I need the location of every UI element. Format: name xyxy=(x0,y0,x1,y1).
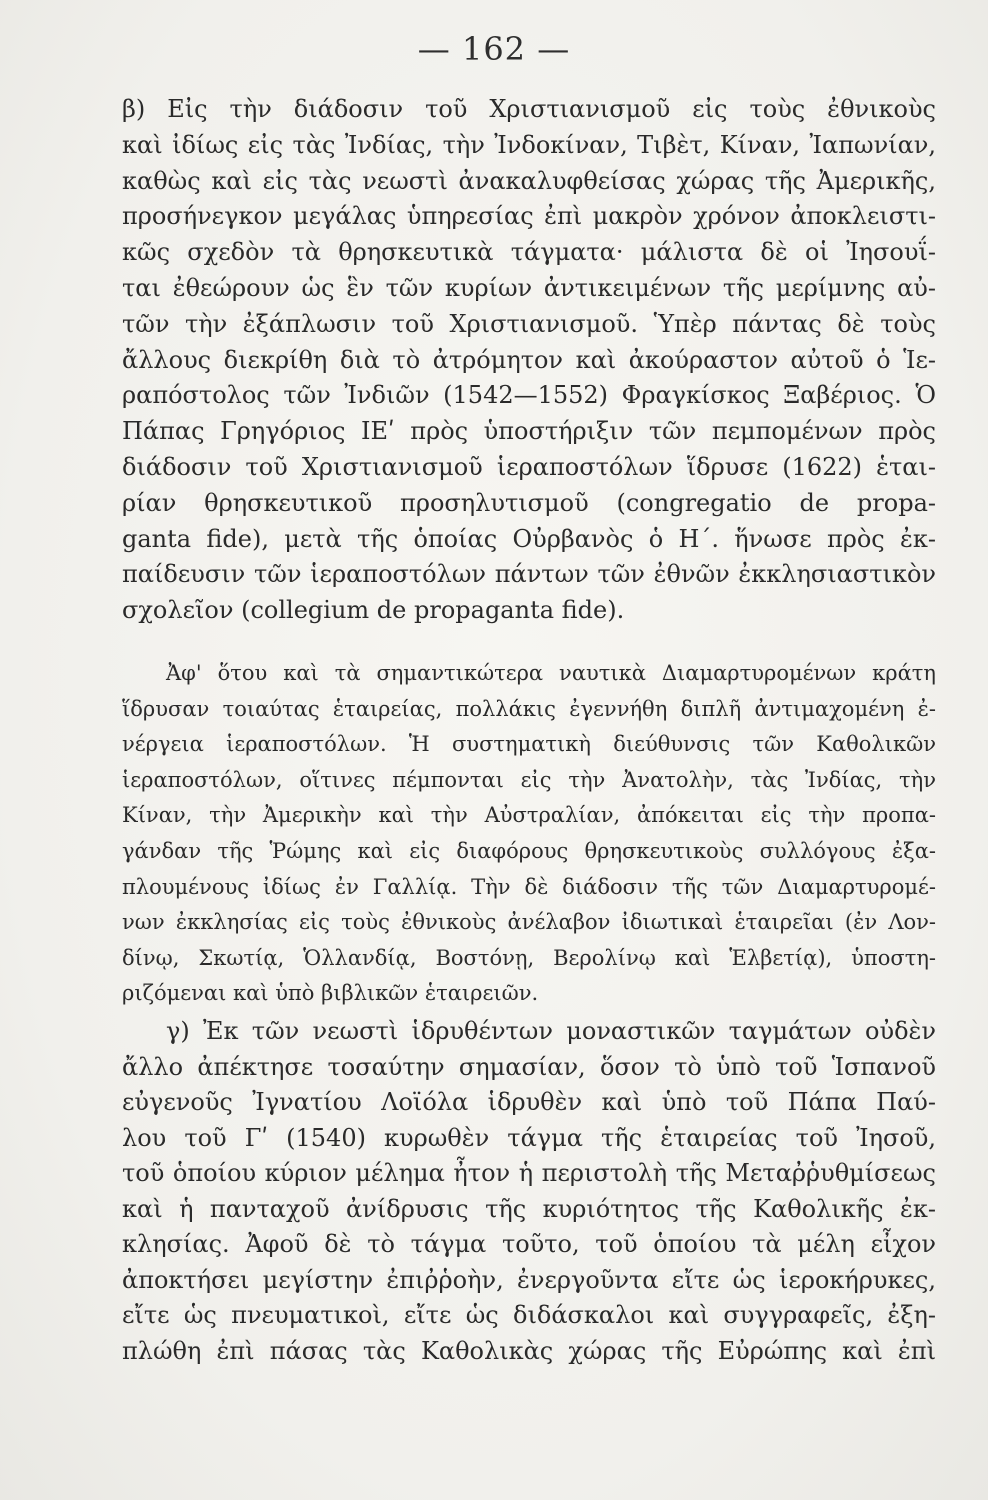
text-line: ἱεραποστόλων, οἵτινες πέμπονται εἰς τὴν Ἀνατολὴν, τὰς Ἰνδίας, τὴν xyxy=(122,767,936,792)
text-line: γάνδαν τῆς Ῥώμης καὶ εἰς διαφόρους θρησκευτικοὺς συλλόγους ἐξα- xyxy=(122,838,936,863)
text-line: ἄλλο ἀπέκτησε τοσαύτην σημασίαν, ὅσον τὸ ὑπὸ τοῦ Ἱσπανοῦ xyxy=(122,1052,936,1081)
text-line: ρίαν θρησκευτικοῦ προσηλυτισμοῦ (congregatio de propa- xyxy=(122,488,936,517)
text-line: τοῦ ὁποίου κύριον μέλημα ἦτον ἡ περιστολὴ τῆς Μεταῤῥυθμίσεως xyxy=(122,1159,936,1187)
text-line: κῶς σχεδὸν τὰ θρησκευτικὰ τάγματα· μάλιστα δὲ οἱ Ἰησουΐ- xyxy=(122,238,936,267)
text-line: πλώθη ἐπὶ πάσας τὰς Καθολικὰς χώρας τῆς Εὐρώπης καὶ ἐπὶ xyxy=(122,1336,936,1365)
text-line: παίδευσιν τῶν ἱεραποστόλων πάντων τῶν ἐθνῶν ἐκκλησιαστικὸν xyxy=(122,560,936,589)
text-line: λου τοῦ Γʹ (1540) κυρωθὲν τάγμα τῆς ἑταιρείας τοῦ Ἰησοῦ, xyxy=(122,1123,936,1152)
paragraph-beta xyxy=(122,92,936,629)
paragraph-gamma xyxy=(122,1014,936,1369)
text-line: εἴτε ὡς πνευματικοὶ, εἴτε ὡς διδάσκαλοι καὶ συγγραφεῖς, ἐξη- xyxy=(122,1301,936,1329)
text-line: ται ἐθεώρουν ὡς ἓν τῶν κυρίων ἀντικειμένων τῆς μερίμνης αὐ- xyxy=(122,273,936,302)
text-line: σχολεῖον (collegium de propaganta fide). xyxy=(122,596,625,625)
text-line: Ἀφ' ὅτου καὶ τὰ σημαντικώτερα ναυτικὰ Διαμαρτυρομένων κράτη xyxy=(166,661,936,685)
text-line: β) Εἰς τὴν διάδοσιν τοῦ Χριστιανισμοῦ εἰς τοὺς ἐθνικοὺς xyxy=(122,95,936,123)
text-line: δίνῳ, Σκωτίᾳ, Ὁλλανδίᾳ, Βοστόνῃ, Βερολίνῳ καὶ Ἑλβετίᾳ), ὑποστη- xyxy=(122,945,936,970)
text-line: Πάπας Γρηγόριος ΙΕʹ πρὸς ὑποστήριξιν τῶν πεμπομένων πρὸς xyxy=(122,417,936,446)
text-line: ganta fide), μετὰ τῆς ὁποίας Οὐρβανὸς ὁ Η΄. ἥνωσε πρὸς ἐκ- xyxy=(122,524,936,553)
text-line: νων ἐκκλησίας εἰς τοὺς ἐθνικοὺς ἀνέλαβον ἰδιωτικαὶ ἑταιρεῖαι (ἐν Λον- xyxy=(122,910,936,935)
text-line: ριζόμεναι καὶ ὑπὸ βιβλικῶν ἑταιρειῶν. xyxy=(122,981,539,1006)
text-line: γ) Ἐκ τῶν νεωστὶ ἱδρυθέντων μοναστικῶν ταγμάτων οὐδὲν xyxy=(166,1017,936,1045)
text-line: ἀποκτήσει μεγίστην ἐπιῤῥοὴν, ἐνεργοῦντα εἴτε ὡς ἱεροκήρυκες, xyxy=(122,1265,936,1294)
text-line: Κίναν, τὴν Ἀμερικὴν καὶ τὴν Αὐστραλίαν, ἀπόκειται εἰς τὴν προπα- xyxy=(122,803,936,828)
text-line: πλουμένους ἰδίως ἐν Γαλλίᾳ. Τὴν δὲ διάδοσιν τῆς τῶν Διαμαρτυρομέ- xyxy=(122,874,936,899)
text-line: ἄλλους διεκρίθη διὰ τὸ ἀτρόμητον καὶ ἀκούραστον αὐτοῦ ὁ Ἱε- xyxy=(122,345,936,374)
text-line: νέργεια ἱεραποστόλων. Ἡ συστηματικὴ διεύθυνσις τῶν Καθολικῶν xyxy=(122,732,936,757)
text-line: κλησίας. Ἀφοῦ δὲ τὸ τάγμα τοῦτο, τοῦ ὁποίου τὰ μέλη εἶχον xyxy=(122,1230,936,1258)
text-line: ἵδρυσαν τοιαύτας ἑταιρείας, πολλάκις ἐγεννήθη διπλῆ ἀντιμαχομένη ἐ- xyxy=(122,696,936,721)
text-line: εὐγενοῦς Ἰγνατίου Λοϊόλα ἱδρυθὲν καὶ ὑπὸ τοῦ Πάπα Παύ- xyxy=(122,1088,936,1116)
text-line: ραπόστολος τῶν Ἰνδιῶν (1542—1552) Φραγκίσκος Ξαβέριος. Ὁ xyxy=(122,381,936,410)
page-number: — 162 — xyxy=(417,30,571,68)
note-paragraph xyxy=(122,656,936,1012)
text-line: προσήνεγκον μεγάλας ὑπηρεσίας ἐπὶ μακρὸν χρόνον ἀποκλειστι- xyxy=(122,202,936,231)
text-line: τῶν τὴν ἐξάπλωσιν τοῦ Χριστιανισμοῦ. Ὑπὲρ πάντας δὲ τοὺς xyxy=(122,309,936,338)
text-line: καὶ ἰδίως εἰς τὰς Ἰνδίας, τὴν Ἰνδοκίναν, Τιβὲτ, Κίναν, Ἰαπωνίαν, xyxy=(122,130,936,159)
text-line: διάδοσιν τοῦ Χριστιανισμοῦ ἱεραποστόλων ἵδρυσε (1622) ἑται- xyxy=(122,452,936,481)
text-line: καὶ ἡ πανταχοῦ ἀνίδρυσις τῆς κυριότητος τῆς Καθολικῆς ἐκ- xyxy=(122,1194,936,1223)
text-line: καθὼς καὶ εἰς τὰς νεωστὶ ἀνακαλυφθείσας χώρας τῆς Ἀμερικῆς, xyxy=(122,166,936,195)
